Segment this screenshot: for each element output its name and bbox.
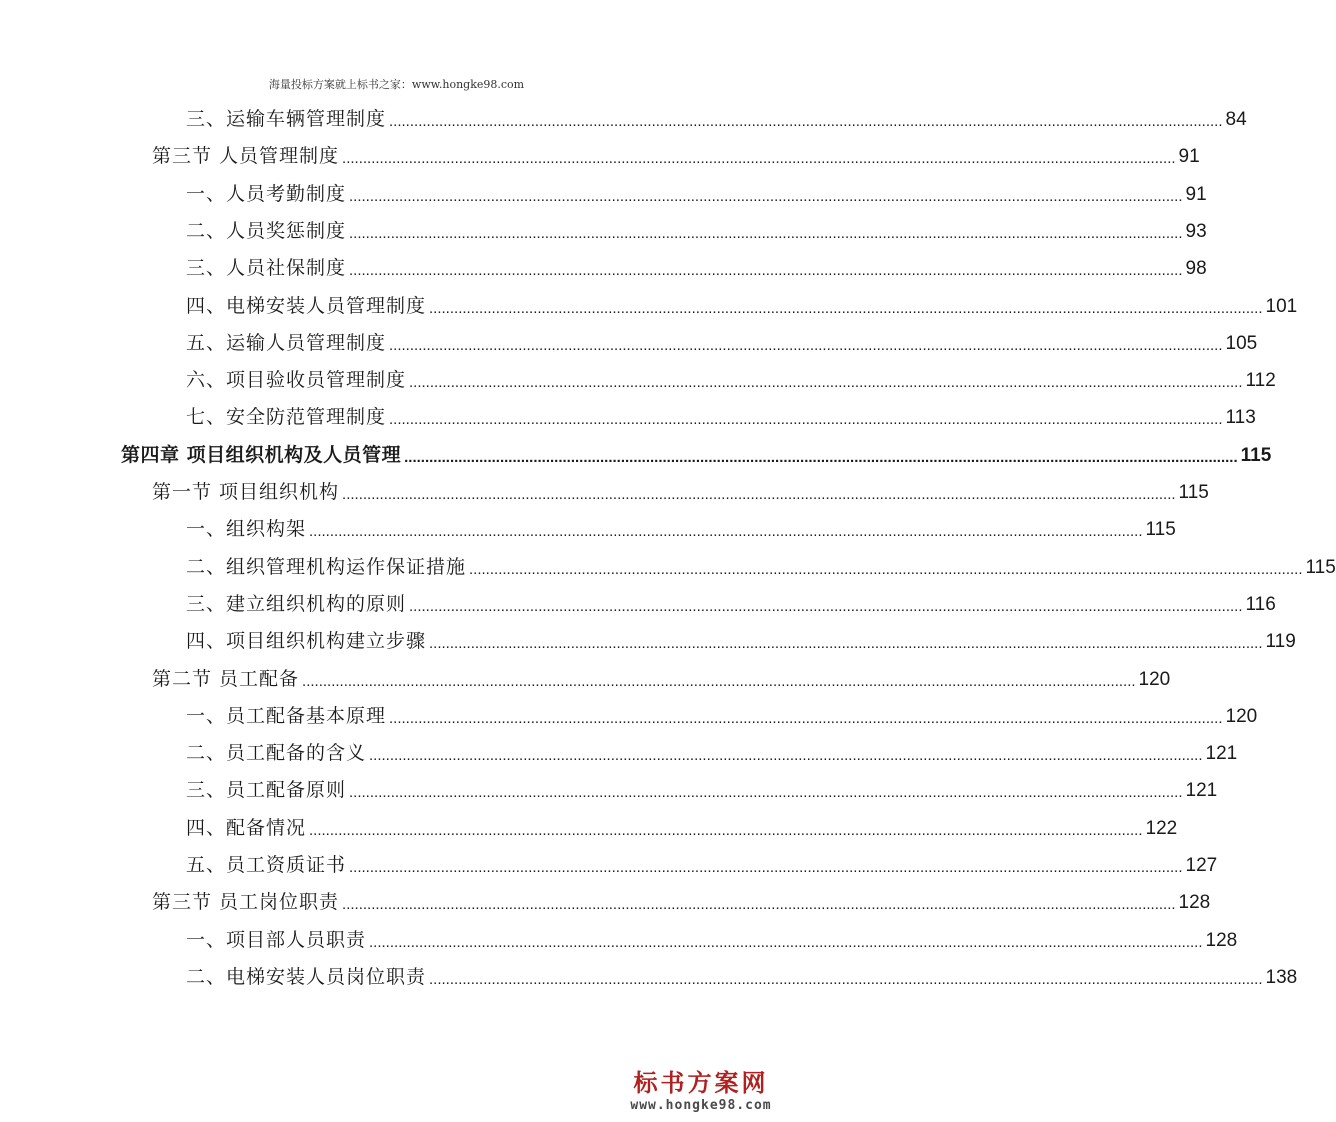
toc-entry-title: 一、员工配备基本原理 xyxy=(186,704,387,727)
dot-leader: ........................................................................................................................................................................................................ xyxy=(389,709,1223,727)
page-header: 海量投标方案就上标书之家：www.hongke98.com xyxy=(268,78,525,91)
toc-entry-page-number: 120 xyxy=(1225,705,1258,727)
toc-entry-item[interactable] xyxy=(186,698,1258,735)
toc-entry-title: 七、安全防范管理制度 xyxy=(186,406,387,429)
toc-entry-page-number: 101 xyxy=(1265,295,1298,317)
toc-entry-title: 第四章 项目组织机构及人员管理 xyxy=(121,443,402,466)
dot-leader: ........................................................................................................................................................................................................ xyxy=(302,672,1136,690)
toc-entry-title: 第二节 员工配备 xyxy=(152,667,300,690)
toc-entry-page-number: 128 xyxy=(1205,929,1238,951)
dot-leader: ........................................................................................................................................................................................................ xyxy=(342,486,1176,503)
toc-entry-section[interactable] xyxy=(152,884,1211,921)
toc-entry-title: 三、建立组织机构的原则 xyxy=(186,592,407,615)
toc-entry-title: 六、项目验收员管理制度 xyxy=(186,369,407,392)
dot-leader: ........................................................................................................................................................................................................ xyxy=(349,224,1183,242)
toc-entry-item[interactable] xyxy=(186,772,1218,809)
dot-leader: ........................................................................................................................................................................................................ xyxy=(369,747,1203,765)
dot-leader: ........................................................................................................................................................................................................ xyxy=(342,150,1176,168)
toc-entry-item[interactable] xyxy=(186,959,1298,996)
toc-entry-title: 三、人员社保制度 xyxy=(186,257,347,280)
toc-entry-item[interactable] xyxy=(186,101,1247,138)
toc-entry-item[interactable] xyxy=(186,549,1336,586)
dot-leader: ........................................................................................................................................................................................................ xyxy=(349,262,1183,280)
toc-entry-title: 第一节 项目组织机构 xyxy=(152,481,340,503)
dot-leader: ........................................................................................................................................................................................................ xyxy=(342,896,1176,914)
toc-entry-item[interactable] xyxy=(186,922,1238,959)
toc-entry-title: 五、运输人员管理制度 xyxy=(186,331,387,354)
toc-entry-title: 二、员工配备的含义 xyxy=(186,742,367,765)
toc-entry-title: 二、电梯安装人员岗位职责 xyxy=(186,965,427,988)
toc-entry-item[interactable] xyxy=(186,847,1218,884)
watermark-logo: 标书方案网 xyxy=(633,1069,769,1097)
dot-leader: ........................................................................................................................................................................................................ xyxy=(309,821,1143,839)
dot-leader: ........................................................................................................................................................................................................ xyxy=(429,970,1263,988)
dot-leader: ........................................................................................................................................................................................................ xyxy=(349,187,1183,205)
dot-leader: ........................................................................................................................................................................................................ xyxy=(429,299,1263,317)
toc-entry-title: 五、员工资质证书 xyxy=(186,854,347,876)
toc-entry-title: 一、项目部人员职责 xyxy=(186,928,367,951)
toc-entry-page-number: 121 xyxy=(1185,780,1218,802)
toc-entry-section[interactable] xyxy=(152,661,1171,698)
toc-entry-item[interactable] xyxy=(186,399,1256,436)
toc-entry-item[interactable] xyxy=(186,250,1207,287)
toc-entry-title: 三、运输车辆管理制度 xyxy=(186,108,387,130)
toc-entry-page-number: 115 xyxy=(1240,444,1272,466)
toc-entry-page-number: 112 xyxy=(1245,370,1276,392)
toc-entry-section[interactable] xyxy=(152,474,1209,511)
toc-entry-page-number: 115 xyxy=(1178,482,1209,503)
toc-entry-page-number: 113 xyxy=(1225,407,1256,429)
toc-entry-title: 二、人员奖惩制度 xyxy=(186,219,347,242)
toc-entry-page-number: 91 xyxy=(1185,183,1207,205)
toc-entry-page-number: 105 xyxy=(1225,332,1258,354)
watermark-url: www.hongke98.com xyxy=(630,1098,772,1113)
toc-entry-page-number: 119 xyxy=(1265,631,1296,653)
toc-entry-page-number: 120 xyxy=(1138,668,1171,690)
toc-entry-page-number: 127 xyxy=(1185,855,1218,876)
dot-leader: ........................................................................................................................................................................................................ xyxy=(349,859,1183,876)
toc-entry-page-number: 98 xyxy=(1185,258,1207,280)
toc-entry-page-number: 138 xyxy=(1265,966,1298,988)
toc-entry-item[interactable] xyxy=(186,288,1298,325)
toc-entry-page-number: 128 xyxy=(1178,892,1211,914)
toc-entry-item[interactable] xyxy=(186,586,1276,623)
toc-entry-item[interactable] xyxy=(186,623,1296,660)
dot-leader: ........................................................................................................................................................................................................ xyxy=(369,933,1203,951)
toc-entry-item[interactable] xyxy=(186,511,1176,548)
dot-leader: ........................................................................................................................................................................................................ xyxy=(409,374,1243,392)
dot-leader: ........................................................................................................................................................................................................ xyxy=(469,560,1303,578)
toc-entry-title: 一、组织构架 xyxy=(186,518,307,541)
toc-entry-item[interactable] xyxy=(186,810,1178,847)
dot-leader: ........................................................................................................................................................................................................ xyxy=(404,448,1238,466)
toc-entry-item[interactable] xyxy=(186,325,1258,362)
toc-entry-section[interactable] xyxy=(152,138,1200,175)
toc-entry-page-number: 121 xyxy=(1205,743,1238,765)
toc-entry-chapter[interactable] xyxy=(121,437,1272,474)
toc-entry-title: 第三节 人员管理制度 xyxy=(152,145,340,168)
toc-entry-title: 一、人员考勤制度 xyxy=(186,182,347,205)
toc-entry-item[interactable] xyxy=(186,735,1238,772)
dot-leader: ........................................................................................................................................................................................................ xyxy=(409,597,1243,615)
dot-leader: ........................................................................................................................................................................................................ xyxy=(309,523,1143,541)
dot-leader: ........................................................................................................................................................................................................ xyxy=(429,635,1263,653)
watermark xyxy=(621,1068,781,1114)
toc-entry-page-number: 84 xyxy=(1225,109,1247,130)
toc-entry-page-number: 116 xyxy=(1245,593,1276,615)
toc-entry-item[interactable] xyxy=(186,362,1276,399)
toc-entry-title: 四、项目组织机构建立步骤 xyxy=(186,630,427,653)
dot-leader: ........................................................................................................................................................................................................ xyxy=(349,784,1183,802)
toc-entry-page-number: 91 xyxy=(1178,146,1200,168)
dot-leader: ........................................................................................................................................................................................................ xyxy=(389,336,1223,354)
toc-entry-title: 三、员工配备原则 xyxy=(186,779,347,802)
toc-entry-title: 第三节 员工岗位职责 xyxy=(152,891,340,914)
toc-entry-item[interactable] xyxy=(186,176,1207,213)
dot-leader: ........................................................................................................................................................................................................ xyxy=(389,411,1223,429)
toc-entry-page-number: 93 xyxy=(1185,220,1207,242)
toc-entry-title: 四、配备情况 xyxy=(186,816,307,839)
toc-entry-page-number: 115 xyxy=(1305,556,1336,578)
toc-entry-title: 四、电梯安装人员管理制度 xyxy=(186,294,427,317)
toc-entry-title: 二、组织管理机构运作保证措施 xyxy=(186,555,467,578)
toc-entry-page-number: 122 xyxy=(1145,817,1178,839)
toc-entry-page-number: 115 xyxy=(1145,519,1176,541)
toc-entry-item[interactable] xyxy=(186,213,1207,250)
dot-leader: ........................................................................................................................................................................................................ xyxy=(389,113,1223,130)
